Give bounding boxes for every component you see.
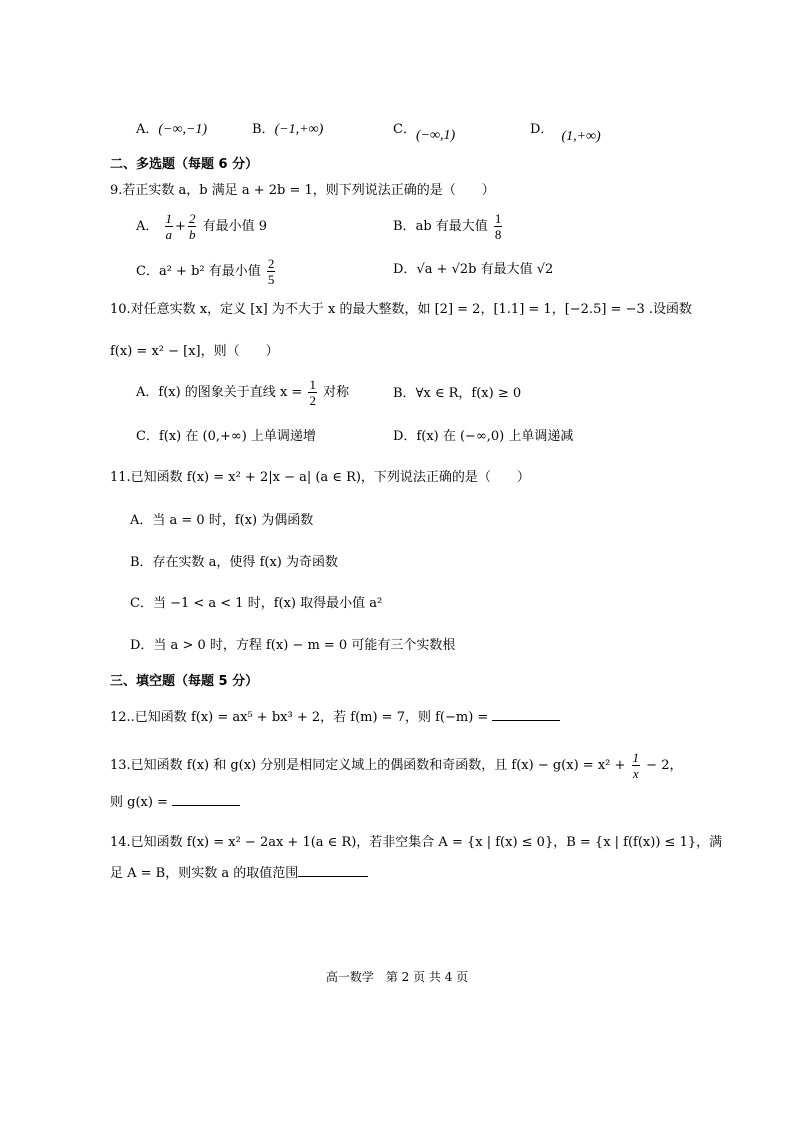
section-heading-fill-in: 三、填空题（每题 5 分） [110, 674, 259, 689]
question-13-line-2: 则 g(x) = [110, 795, 240, 811]
question-11-option-a: A．当 a = 0 时，f(x) 为偶函数 [130, 513, 314, 528]
question-14-line-2: 足 A = B，则实数 a 的取值范围 [110, 866, 368, 882]
answer-blank [492, 720, 560, 721]
section-heading-multiple-choice: 二、多选题（每题 6 分） [110, 157, 259, 172]
fraction: $\frac{1}{2}$ [309, 377, 316, 408]
question-10-option-d: D．f(x) 在 (−∞,0) 上单调递减 [393, 429, 574, 444]
question-11-option-d: D．当 a > 0 时，方程 f(x) − m = 0 可能有三个实数根 [130, 638, 456, 653]
fraction: $\frac{1}{8}$ [494, 211, 502, 242]
question-9-option-b: B．ab 有最大值 $\frac{1}{8}$ [393, 211, 502, 242]
question-13-line-1: 13.已知函数 f(x) 和 g(x) 分别是相同定义域上的偶函数和奇函数，且 f(x) − g(x) = x² + $\frac{1}{x}$ − 2， [110, 750, 683, 781]
question-10-option-c: C．f(x) 在 (0,+∞) 上单调递增 [136, 429, 316, 444]
fraction: $\frac{2}{5}$ [267, 256, 275, 287]
question-10-stem-line-2: f(x) = x² − [x]，则（ ） [110, 344, 279, 359]
q8-option-c: C．(−∞,1) [393, 122, 456, 143]
question-11-stem: 11.已知函数 f(x) = x² + 2|x − a| (a ∈ R)，下列说法正确的是（ ） [110, 470, 530, 485]
question-9-option-a: A． $\frac{1}{a}$ + $\frac{2}{b}$ 有最小值 9 [136, 211, 267, 242]
question-11-option-b: B．存在实数 a，使得 f(x) 为奇函数 [130, 555, 338, 570]
question-9-stem: 9.若正实数 a，b 满足 a + 2b = 1，则下列说法正确的是（ ） [110, 183, 495, 198]
question-12: 12..已知函数 f(x) = ax⁵ + bx³ + 2，若 f(m) = 7，则 f(−m) = [110, 710, 560, 726]
fraction: $\frac{2}{b}$ [188, 211, 196, 242]
question-10-option-a: A．f(x) 的图象关于直线 x = $\frac{1}{2}$ 对称 [136, 377, 350, 408]
page-footer: 高一数学 第 2 页 共 4 页 [325, 970, 469, 984]
fraction: $\frac{1}{x}$ [632, 750, 640, 781]
q8-option-a: A．(−∞,−1) [136, 122, 208, 137]
answer-blank [172, 805, 240, 806]
q8-option-d: D． (1,+∞) [530, 122, 601, 144]
question-9-option-c: C．a² + b² 有最小值 $\frac{2}{5}$ [136, 256, 275, 287]
q8-option-b: B．(−1,+∞) [252, 122, 324, 137]
question-10-option-b: B．∀x ∈ R，f(x) ≥ 0 [393, 386, 522, 401]
question-9-option-d: D．√a + √2b 有最大值 √2 [393, 262, 554, 277]
question-11-option-c: C．当 −1 < a < 1 时，f(x) 取得最小值 a² [130, 596, 383, 611]
question-14-line-1: 14.已知函数 f(x) = x² − 2ax + 1(a ∈ R)，若非空集合 A = {x | f(x) ≤ 0}，B = {x | f(f(x)) ≤ 1}，满 [110, 835, 723, 850]
fraction: $\frac{1}{a}$ [165, 211, 173, 242]
answer-blank [298, 876, 368, 877]
question-10-stem-line-1: 10.对任意实数 x，定义 [x] 为不大于 x 的最大整数，如 [2] = 2，[1.1] = 1，[−2.5] = −3 .设函数 [110, 302, 692, 317]
